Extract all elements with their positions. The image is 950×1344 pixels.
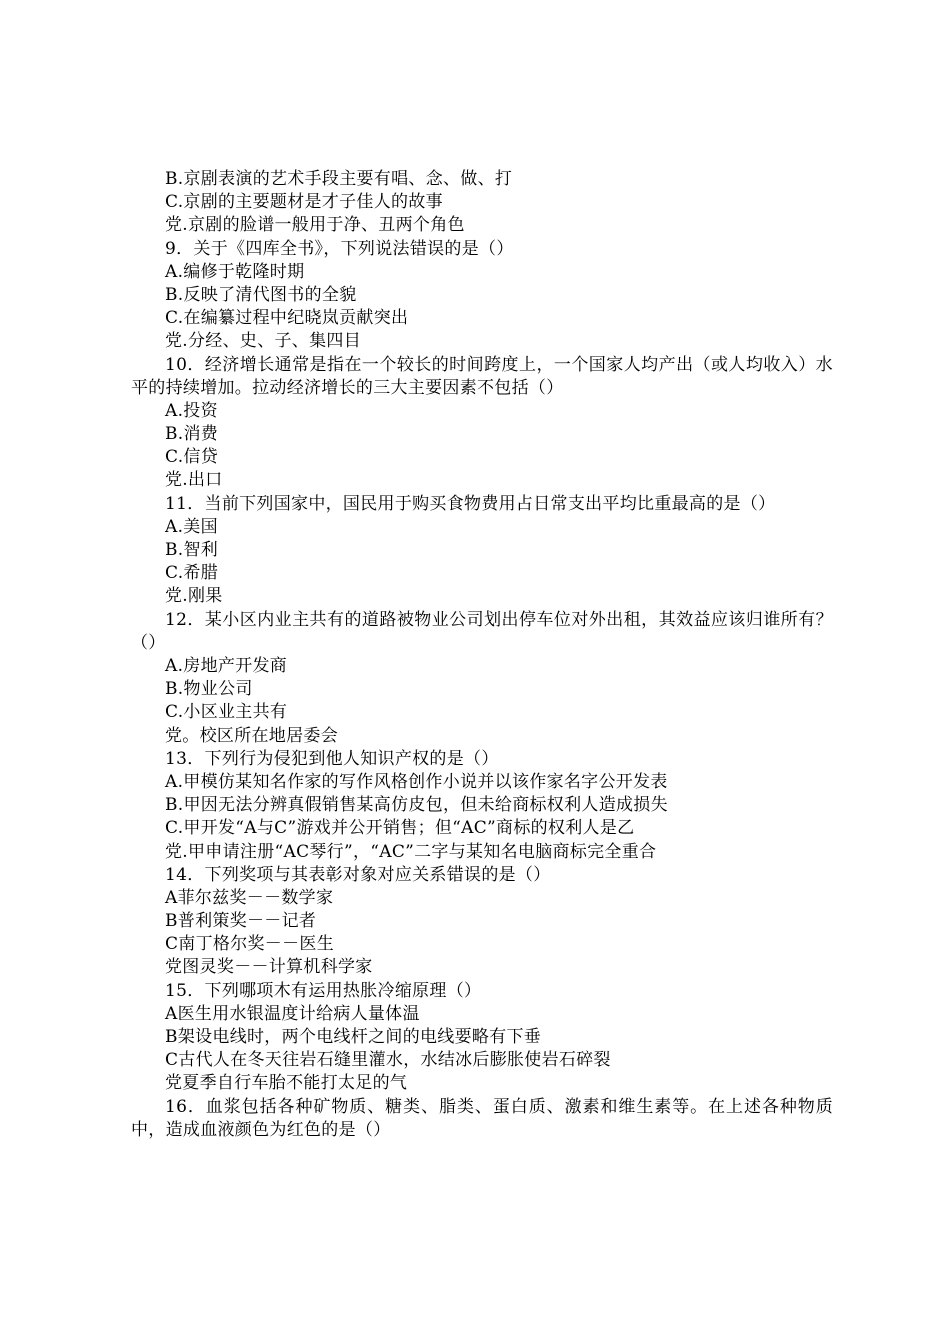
option-line: B.智利 [165, 540, 219, 561]
question-line: 15．下列哪项木有运用热胀冷缩原理（） [165, 980, 482, 1001]
option-line: A.甲模仿某知名作家的写作风格创作小说并以该作家名字公开发表 [165, 771, 668, 792]
option-line: B.甲因无法分辨真假销售某高仿皮包，但未给商标权利人造成损失 [165, 795, 668, 816]
text-line: B.京剧表演的艺术手段主要有唱、念、做、打 [165, 169, 513, 189]
option-line: A菲尔兹奖－－数学家 [165, 887, 334, 908]
question-paragraph: 16．血浆包括各种矿物质、糖类、脂类、蛋白质、激素和维生素等。在上述各种物质中，造成血液颜色为红色的是（） [131, 1096, 833, 1140]
option-line: 党图灵奖－－计算机科学家 [165, 957, 373, 978]
option-line: B.反映了清代图书的全貌 [165, 284, 357, 305]
option-line: B.消费 [165, 424, 219, 445]
option-line: 党.分经、史、子、集四目 [165, 331, 362, 352]
option-line: C.在编纂过程中纪晓岚贡献突出 [165, 308, 409, 329]
option-line: C南丁格尔奖－－医生 [165, 934, 335, 955]
option-line: 党。校区所在地居委会 [165, 725, 338, 746]
document-body [131, 168, 833, 1142]
text-line: 党.京剧的脸谱一般用于净、丑两个角色 [165, 215, 465, 236]
option-line: A医生用水银温度计给病人量体温 [165, 1003, 420, 1024]
question-line: 14．下列奖项与其表彰对象对应关系错误的是（） [165, 864, 551, 885]
option-line: C.甲开发“A与C”游戏并公开销售；但“AC”商标的权利人是乙 [165, 818, 635, 839]
option-line: B.物业公司 [165, 679, 253, 700]
option-line: B普利策奖－－记者 [165, 911, 317, 932]
option-line: C.信贷 [165, 447, 219, 468]
option-line: 党夏季自行车胎不能打太足的气 [165, 1073, 408, 1094]
option-line: B架设电线时，两个电线杆之间的电线要略有下垂 [165, 1027, 542, 1048]
option-line: A.房地产开发商 [165, 656, 288, 677]
option-line: C.希腊 [165, 563, 219, 584]
question-line: 13．下列行为侵犯到他人知识产权的是（） [165, 748, 499, 769]
question-paragraph: 10．经济增长通常是指在一个较长的时间跨度上，一个国家人均产出（或人均收入）水平的持续增加。拉动经济增长的三大主要因素不包括（） [131, 354, 833, 398]
option-line: A.投资 [165, 400, 218, 421]
option-line: C古代人在冬天往岩石缝里灌水，水结冰后膨胀使岩石碎裂 [165, 1050, 611, 1071]
option-line: 党.出口 [165, 470, 223, 491]
question-paragraph: 12．某小区内业主共有的道路被物业公司划出停车位对外出租，其效益应该归谁所有？（） [131, 609, 833, 653]
text-line: C.京剧的主要题材是才子佳人的故事 [165, 192, 443, 213]
option-line: A.编修于乾隆时期 [165, 261, 305, 282]
question-line: 9．关于《四库全书》，下列说法错误的是（） [165, 238, 514, 259]
option-line: A.美国 [165, 516, 218, 537]
question-paragraph: 11．当前下列国家中，国民用于购买食物费用占日常支出平均比重最高的是（） [165, 493, 776, 514]
option-line: 党.甲申请注册“AC琴行”，“AC”二字与某知名电脑商标完全重合 [165, 841, 657, 862]
option-line: 党.刚果 [165, 586, 223, 607]
option-line: C.小区业主共有 [165, 702, 288, 723]
